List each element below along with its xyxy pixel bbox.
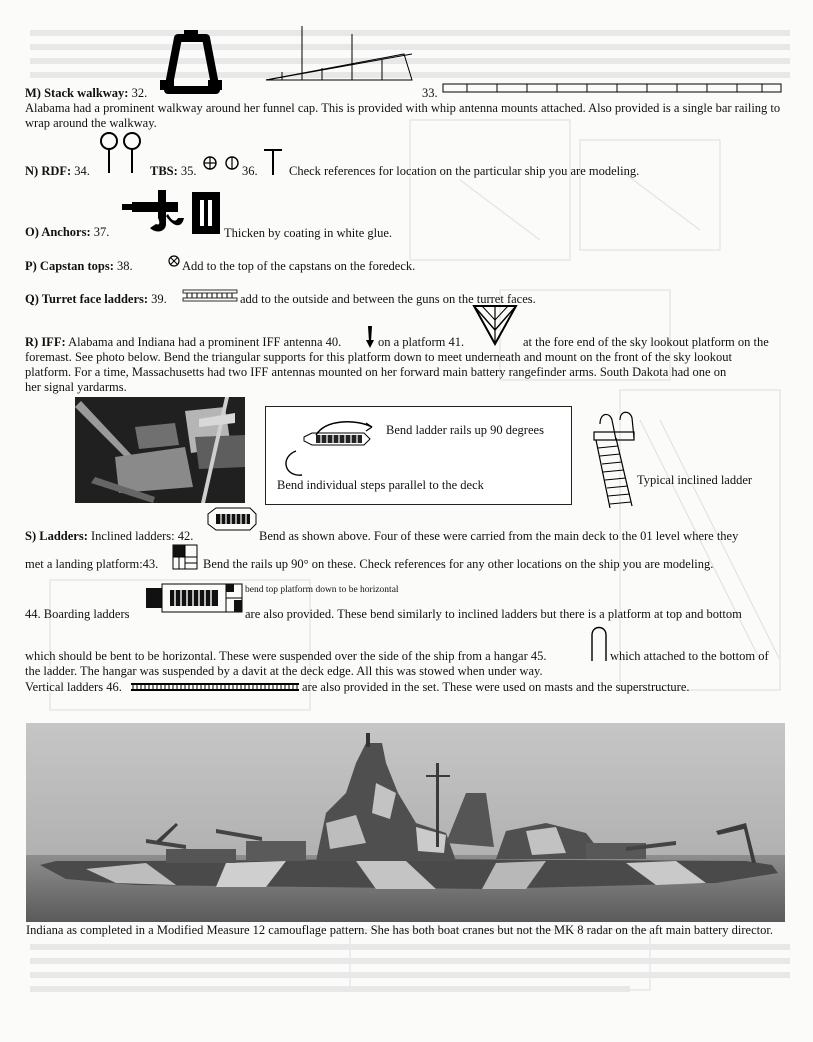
anchors-heading-line [25,225,109,240]
inclined-ladder-illustration [590,410,638,510]
section-r-line-4: her signal yardarms. [25,380,127,394]
ladder-bend-illustration [276,413,386,479]
bend-rails-note: Bend ladder rails up 90 degrees [386,423,544,437]
ladder-bending-diagram [265,406,572,505]
turret-ladder-heading-line [25,292,167,307]
section-r-line-2: foremast. See photo below. Bend the triangular supports for this platform down to meet underneath and mount on the front of the sky lookout [25,350,733,364]
landing-platform-label: met a landing platform:43. [25,557,159,571]
boarding-ladders-label: 44. Boarding ladders [25,607,130,621]
capstan-heading-line [25,259,133,274]
vertical-ladders-description: are also provided in the set. These were used on masts and the superstructure. [302,680,690,694]
section-p-description: Add to the top of the capstans on the foredeck. [182,259,416,273]
part-44-boarding-ladder-icon [144,580,244,616]
part-42-inclined-ladder-icon [204,504,258,534]
section-r-text-a: Alabama and Indiana had a prominent IFF antenna 40. [68,335,342,349]
battleship-image [26,723,785,922]
part-38-number: 38. [117,259,133,273]
capstan-top-icon [168,255,180,267]
iff-heading-line [25,335,341,350]
part-36-number: 36. [242,164,258,178]
part-34-number: 34. [74,164,90,178]
hangar-line-end: which attached to the bottom of [610,649,769,663]
section-o-heading: O) Anchors: [25,225,91,239]
funnel-walkway-part-icon [160,28,222,100]
inclined-ladders-description: Bend as shown above. Four of these were carried from the main deck to the 01 level where they [259,529,739,543]
rdf-heading-line [25,164,90,179]
section-s-heading: S) Ladders: [25,529,88,543]
davit-line: the ladder. The hangar was suspended by a davit at the deck edge. All this was stowed when under way. [25,664,543,678]
vertical-ladders-label: Vertical ladders 46. [25,680,122,694]
part-45-hangar-icon [590,625,608,663]
anchor-parts-icon [122,188,222,238]
section-n-heading: N) RDF: [25,164,72,178]
iff-platform-part-icon [472,304,518,346]
hangar-line: which should be bent to be horizontal. These were suspended over the side of the ship from a hangar 45. [25,649,547,663]
rdf-loop-antenna-icon [98,131,144,175]
part-33-number: 33. [422,86,438,100]
section-r-line-3: platform. For a time, Massachusetts had two IFF antennas mounted on her forward main battery rangefinder arms. South Dakota had one on [25,365,727,379]
bend-steps-note: Bend individual steps parallel to the deck [277,478,484,492]
section-r-text-c: at the fore end of the sky lookout platform on the [523,335,769,349]
turret-ladder-part-icon [182,289,238,303]
section-q-description: add to the outside and between the guns on the turret faces. [240,292,536,306]
iff-platform-photo [75,397,245,503]
tbs-line [150,164,197,179]
iff-antenna-part-icon [366,326,374,348]
tbs-antenna-icons [203,156,241,170]
typical-ladder-label: Typical inclined ladder [637,473,753,487]
landing-platform-description: Bend the rails up 90° on these. Check references for any other locations on the ship you are modeling. [203,557,714,571]
t-antenna-icon [264,148,282,176]
battleship-indiana-photo [26,723,785,922]
part-39-number: 39. [151,292,167,306]
section-r-text-b: on a platform 41. [378,335,465,349]
part-43-landing-platform-icon [172,544,198,570]
part-32-number: 32. [131,86,148,100]
whip-antenna-railing-part-icon [262,24,422,86]
stack-walkway-heading-line [25,86,147,101]
section-o-description: Thicken by coating in white glue. [224,226,393,240]
section-q-heading: Q) Turret face ladders: [25,292,149,306]
section-m-description: Alabama had a prominent walkway around her funnel cap. This is provided with whip antenna mounts attached. Also provided is a single bar railing to wrap around the walkway. [25,101,781,130]
section-r-heading: R) IFF: [25,335,66,349]
part-35-number: 35. [180,164,197,178]
boarding-ladder-note: bend top platform down to be horizontal [245,585,399,595]
inclined-ladders-label: Inclined ladders: 42. [90,529,194,543]
part-46-vertical-ladder-icon [130,682,300,692]
tbs-label: TBS: [150,164,178,178]
section-n-description: Check references for location on the particular ship you are modeling. [289,164,640,178]
iff-photo-image [75,397,245,503]
ladders-heading-line [25,529,193,544]
single-bar-railing-part-icon [442,82,782,94]
section-m-heading: M) Stack walkway: [25,86,129,100]
part-37-number: 37. [93,225,110,239]
section-p-heading: P) Capstan tops: [25,259,114,273]
photo-caption: Indiana as completed in a Modified Measure 12 camouflage pattern. She has both boat cranes but not the MK 8 radar on the aft main battery director. [26,923,773,937]
boarding-ladders-description: are also provided. These bend similarly to inclined ladders but there is a platform at top and bottom [245,607,742,621]
